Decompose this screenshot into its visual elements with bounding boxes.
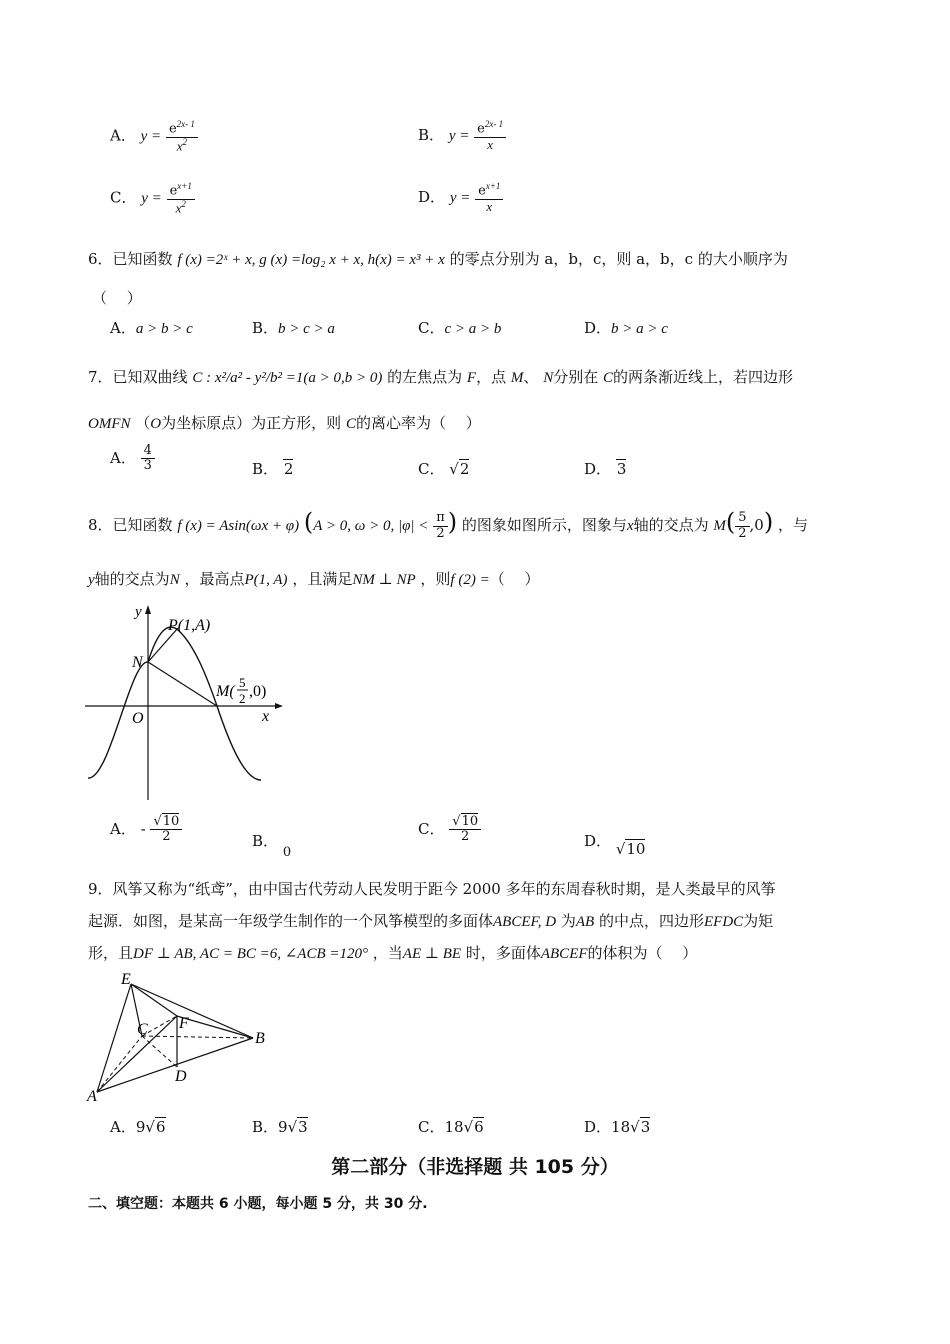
q6-option-b[interactable]: B．b > c > a — [252, 319, 335, 337]
graph-label-y: y — [135, 604, 142, 620]
graph-label-M-tail: ,0) — [249, 683, 267, 700]
q9-option-c[interactable]: C．18√6 — [418, 1118, 484, 1136]
q7-option-b[interactable]: B． 2 — [252, 460, 294, 478]
q9-option-b[interactable]: B．9√3 — [252, 1118, 308, 1136]
q6-option-a[interactable]: A．a > b > c — [110, 319, 193, 337]
q7-option-a[interactable]: A． $\frac{4}{3}$ — [110, 444, 155, 474]
edge-CB-hidden — [142, 1036, 253, 1038]
sine-curve — [88, 627, 261, 780]
fig-label-F: F — [179, 1015, 189, 1032]
q8-option-d[interactable]: D． √10 — [584, 832, 646, 858]
q7-stem-line2: OMFN （O为坐标原点）为正方形，则 C的离心率为（ ） — [88, 414, 481, 432]
q9-polyhedron-figure — [85, 968, 275, 1108]
graph-label-P: P(1,A) — [168, 617, 211, 634]
q8-stem-line1: 8．已知函数 f (x) = Asin(ωx + φ) (A > 0, ω > 0, |φ| < $\frac{\pi}{2}$ ) 的图象如图所示，图象与x轴的交点为 M( $\frac{5}{2}$ ,0) ，与 — [88, 508, 809, 541]
q9-option-d[interactable]: D．18√3 — [584, 1118, 651, 1136]
edge-EB — [131, 984, 253, 1038]
graph-label-x: x — [262, 708, 270, 725]
y-axis-arrow-icon — [145, 605, 151, 614]
edge-EF — [131, 984, 177, 1016]
q8-sine-graph — [80, 600, 290, 805]
q9-stem-line3: 形，且DF ⊥ AB, AC = BC =6, ∠ACB =120° ，当AE ⊥ BE 时，多面体ABCEF的体积为（ ） — [88, 944, 698, 962]
q7-option-d[interactable]: D． 3 — [584, 460, 627, 478]
graph-label-M-num: 5 — [239, 675, 246, 690]
q6-paren: （ ） — [92, 289, 142, 307]
q6-stem: 6．已知函数 f (x) =2ˣ + x, g (x) =log₂ x + x, h(x) = x³ + x 的零点分别为 a，b，c，则 a，b，c 的大小顺序为 — [88, 250, 788, 268]
fig-label-C: C — [137, 1021, 148, 1038]
q9-option-a[interactable]: A．9√6 — [110, 1118, 166, 1136]
graph-label-M: M( — [216, 683, 235, 700]
x-axis-arrow-icon — [275, 703, 283, 709]
q5-option-a[interactable]: A． y = $\frac{e^{2x- 1}}{x^2}$ — [110, 120, 198, 153]
q8-stem-line2: y轴的交点为N ，最高点P(1, A) ，且满足NM ⊥ NP ，则f (2) =（ ） — [88, 570, 540, 588]
segment-NM — [148, 662, 217, 706]
edge-CD-hidden — [142, 1036, 177, 1067]
q9-stem-line1: 9．风筝又称为“纸鸢”，由中国古代劳动人民发明于距今 2000 多年的东周春秋时期，是人类最早的风筝 — [88, 880, 776, 898]
fig-label-E: E — [121, 971, 131, 988]
fig-label-B: B — [255, 1030, 265, 1047]
q6-option-c[interactable]: C．c > a > b — [418, 319, 502, 337]
section-fill-in-heading: 二、填空题：本题共 6 小题，每小题 5 分，共 30 分. — [88, 1196, 428, 1212]
q9-stem-line2: 起源．如图，是某高一年级学生制作的一个风筝模型的多面体ABCEF, D 为AB 的中点，四边形EFDC为矩 — [88, 912, 774, 930]
q8-option-b[interactable]: B． 0 — [252, 832, 292, 860]
fig-label-A: A — [87, 1088, 97, 1105]
graph-label-O: O — [132, 710, 144, 727]
part2-title: 第二部分（非选择题 共 105 分） — [331, 1156, 619, 1178]
q5-option-d[interactable]: D． y = $\frac{e^{x+1}}{x}$ — [418, 182, 503, 214]
graph-label-N: N — [132, 654, 143, 671]
q5-option-b[interactable]: B． y = $\frac{e^{2x- 1}}{x}$ — [418, 120, 506, 152]
fig-label-D: D — [175, 1068, 187, 1085]
q8-option-a[interactable]: A． - $\frac{√10}{2}$ — [110, 815, 182, 845]
q5-option-c[interactable]: C． y = $\frac{e^{x+1}}{x^2}$ — [110, 182, 195, 215]
q6-option-d[interactable]: D．b > a > c — [584, 319, 668, 337]
q8-option-c[interactable]: C． $\frac{√10}{2}$ — [418, 815, 481, 845]
q7-option-c[interactable]: C． √2 — [418, 460, 470, 478]
graph-label-M-den: 2 — [239, 691, 246, 706]
q7-stem-line1: 7．已知双曲线 C : x²/a² - y²/b² =1(a > 0,b > 0) 的左焦点为 F，点 M、 N分别在 C的两条渐近线上，若四边形 — [88, 368, 794, 386]
